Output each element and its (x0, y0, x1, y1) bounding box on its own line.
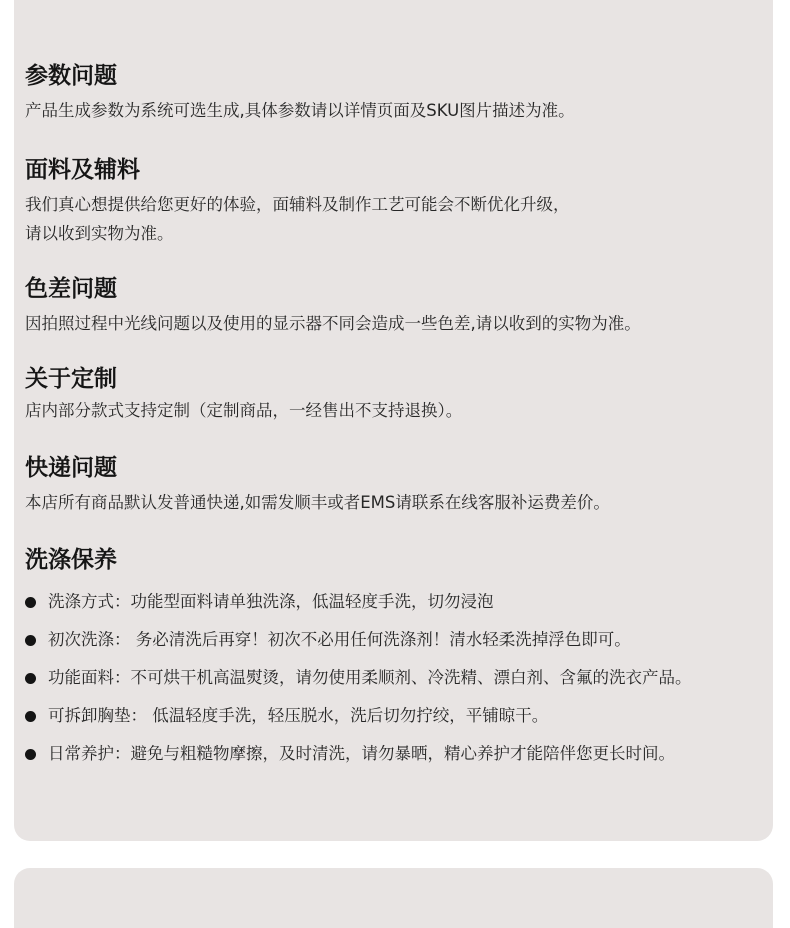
next-card (14, 868, 773, 928)
section-shipping (25, 453, 763, 517)
section-color (25, 274, 763, 338)
info-card (14, 0, 773, 841)
bullet-icon (25, 597, 36, 608)
section-text: 因拍照过程中光线问题以及使用的显示器不同会造成一些色差,请以收到的实物为准。 (25, 314, 641, 333)
section-heading: 快递问题 (25, 455, 117, 481)
section-heading: 关于定制 (25, 366, 117, 392)
section-params (25, 61, 763, 125)
care-item: 洗涤方式：功能型面料请单独洗涤，低温轻度手洗，切勿浸泡 (25, 589, 763, 627)
section-heading: 参数问题 (25, 63, 117, 89)
care-list (25, 589, 763, 779)
bullet-icon (25, 635, 36, 646)
care-item: 日常养护：避免与粗糙物摩擦，及时清洗，请勿暴晒，精心养护才能陪伴您更长时间。 (25, 741, 763, 779)
section-custom (25, 364, 763, 425)
section-heading: 面料及辅料 (25, 157, 140, 183)
section-text: 产品生成参数为系统可选生成,具体参数请以详情页面及SKU图片描述为准。 (25, 101, 575, 120)
care-heading: 洗涤保养 (25, 547, 117, 573)
bullet-icon (25, 749, 36, 760)
section-text: 我们真心想提供给您更好的体验，面辅料及制作工艺可能会不断优化升级， (25, 195, 570, 214)
section-care (25, 545, 763, 779)
section-text: 请以收到实物为准。 (25, 224, 174, 243)
section-heading: 色差问题 (25, 276, 117, 302)
bullet-icon (25, 711, 36, 722)
care-item: 初次洗涤： 务必清洗后再穿！初次不必用任何洗涤剂！清水轻柔洗掉浮色即可。 (25, 627, 763, 665)
section-text: 店内部分款式支持定制（定制商品，一经售出不支持退换）。 (25, 401, 463, 420)
care-item: 可拆卸胸垫： 低温轻度手洗，轻压脱水，洗后切勿拧绞，平铺晾干。 (25, 703, 763, 741)
section-text: 本店所有商品默认发普通快递,如需发顺丰或者EMS请联系在线客服补运费差价。 (25, 493, 610, 512)
section-fabric (25, 155, 763, 248)
care-item: 功能面料：不可烘干机高温熨烫，请勿使用柔顺剂、冷洗精、漂白剂、含氟的洗衣产品。 (25, 665, 763, 703)
bullet-icon (25, 673, 36, 684)
